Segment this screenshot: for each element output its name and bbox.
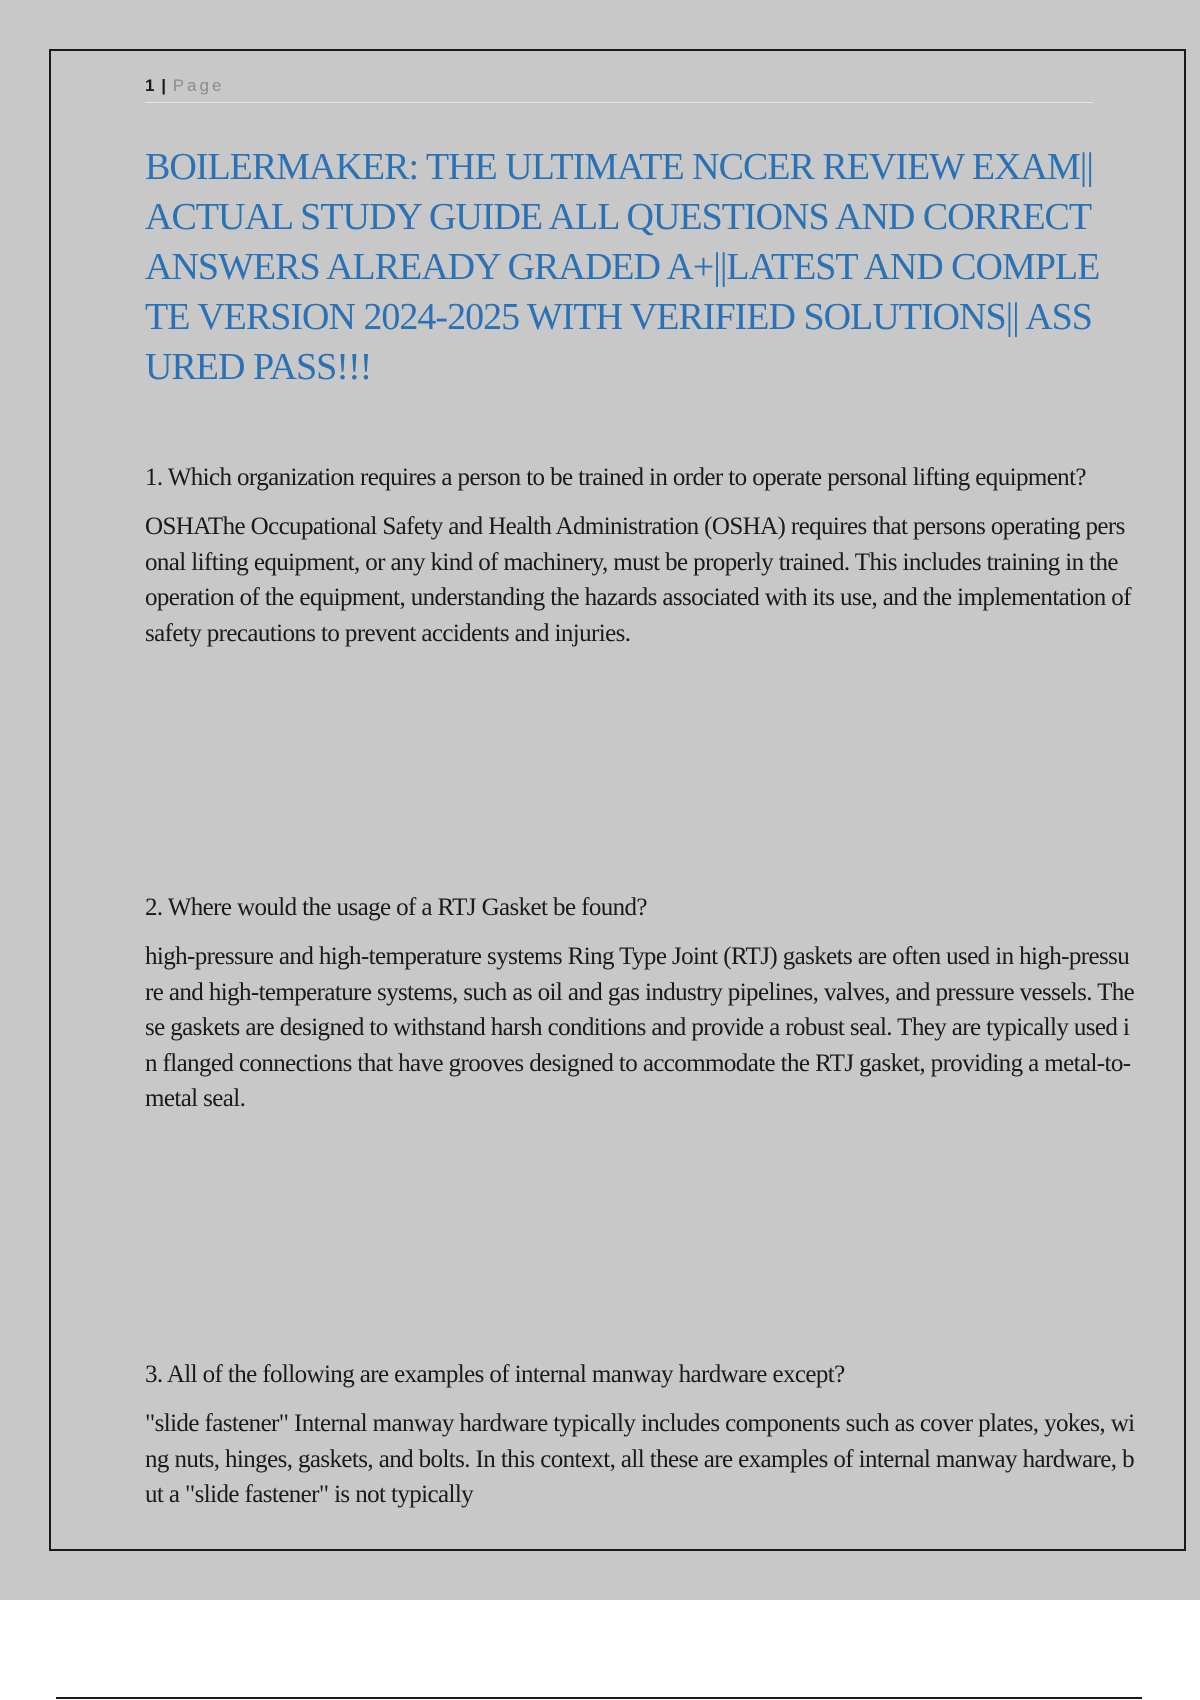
page-number: 1: [145, 76, 155, 95]
question-block: [145, 460, 1135, 651]
document-title: BOILERMAKER: THE ULTIMATE NCCER REVIEW EXAM|| ACTUAL STUDY GUIDE ALL QUESTIONS AND CORRECT ANSWERS ALREADY GRADED A+||LATEST AND COMPLETE VERSION 2024-2025 WITH VERIFIED SOLUTIONS|| ASSURED PASS!!!: [145, 146, 1100, 388]
page-label: Page: [172, 76, 225, 95]
question-text: 1. Which organization requires a person to be trained in order to operate personal lifting equipment?: [145, 464, 1086, 491]
bottom-divider: [56, 1697, 1142, 1699]
question-block: [145, 890, 1135, 1117]
question-text: 2. Where would the usage of a RTJ Gasket be found?: [145, 894, 647, 921]
answer-text: high-pressure and high-temperature systems Ring Type Joint (RTJ) gaskets are often used in high-pressure and high-temperature systems, such as oil and gas industry pipelines, valves, and pressure vessels. These gaskets are designed to withstand harsh conditions and provide a robust seal. They are typically used in flanged connections that have grooves designed to accommodate the RTJ gasket, providing a metal-to-metal seal.: [145, 943, 1135, 1112]
page-separator: |: [161, 76, 166, 95]
answer-text: "slide fastener" Internal manway hardware typically includes components such as cover plates, yokes, wing nuts, hinges, gaskets, and bolts. In this context, all these are examples of internal manway hardware, but a "slide fastener" is not typically: [145, 1410, 1135, 1508]
answer-text: OSHAThe Occupational Safety and Health Administration (OSHA) requires that persons operating personal lifting equipment, or any kind of machinery, must be properly trained. This includes training in the operation of the equipment, understanding the hazards associated with its use, and the implementation of safety precautions to prevent accidents and injuries.: [145, 513, 1131, 647]
question-block: [145, 1357, 1135, 1513]
question-text: 3. All of the following are examples of internal manway hardware except?: [145, 1361, 845, 1388]
page-header: [145, 74, 1093, 103]
